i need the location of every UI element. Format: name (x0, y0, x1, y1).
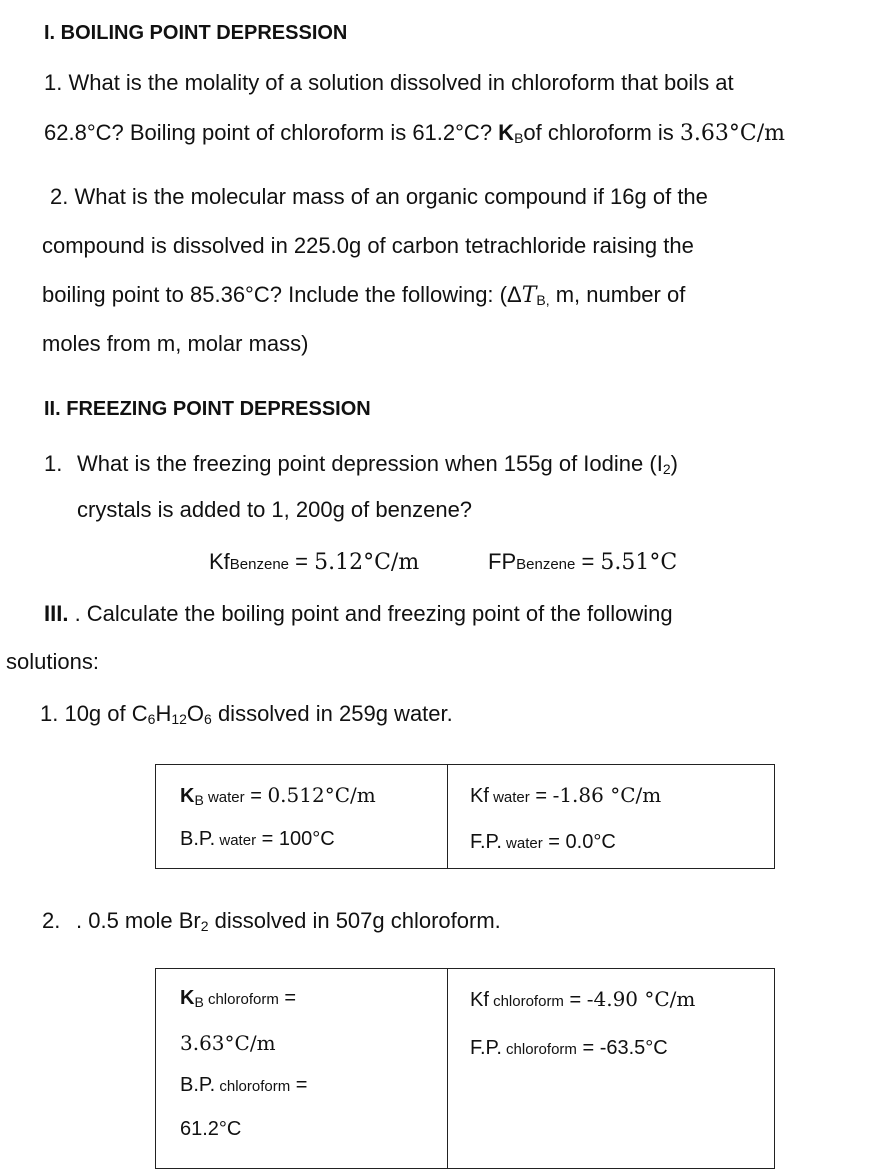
s3-item2-text-a: . 0.5 mole Br (76, 908, 201, 933)
kb-chloroform-eq: = (278, 987, 297, 1009)
fp-chloroform-eq: = (576, 1037, 600, 1059)
s1-q1-line2-text: 62.8°C? Boiling point of chloroform is 61.2°C? (44, 120, 499, 145)
section-3-heading (44, 601, 673, 627)
kf-water-value: -1.86 °C/m (552, 783, 662, 807)
kf-chloroform-small: chloroform (488, 993, 564, 1010)
s3-item1-sub2: 12 (171, 711, 187, 727)
kf-chloroform-value: -4.90 °C/m (586, 987, 696, 1011)
fp-chloroform-value: -63.5°C (599, 1037, 668, 1059)
section-3-number: III. (44, 601, 69, 626)
kb-water-sub: B (194, 792, 204, 808)
bp-chloroform (180, 1074, 308, 1097)
section-3-heading-text: . Calculate the boiling point and freezing point of the following (68, 601, 673, 626)
s2-q1-line1-end: ) (670, 451, 678, 476)
s3-item2-number: 2. (42, 908, 61, 933)
bp-water-small: water (215, 832, 257, 849)
s1-q2-line2: compound is dissolved in 225.0g of carbon tetrachloride raising the (42, 233, 694, 258)
s3-item1-sub3: 6 (204, 711, 212, 727)
fp-water-value: 0.0°C (565, 831, 616, 853)
chloroform-constants-table (155, 968, 775, 1169)
fp-water-eq: = (542, 831, 566, 853)
fp-water-small: water (501, 835, 543, 852)
s3-item2-text-b: dissolved in 507g chloroform. (208, 908, 501, 933)
kb-water-value: 0.512°C/m (267, 783, 376, 807)
iodine-subscript: 2 (662, 461, 671, 477)
kf-water-small: water (488, 789, 530, 806)
s2-q1-number: 1. (44, 451, 63, 476)
kb-water (180, 783, 376, 808)
s3-item1-sub1: 6 (147, 711, 156, 727)
s1-q1-line2-text-b: of chloroform is (523, 120, 680, 145)
kb-chloroform-small: chloroform (203, 991, 279, 1008)
bp-chloroform-label: B.P. (180, 1074, 216, 1096)
s1-q2-line1: 2. What is the molecular mass of an organic compound if 16g of the (50, 184, 708, 209)
s3-item2 (76, 908, 501, 934)
water-constants-table (155, 764, 775, 869)
s1-q1-line2 (44, 120, 785, 146)
kb-water-label: K (180, 785, 195, 807)
kb-subscript: B (514, 130, 524, 146)
kb-chloroform-sub: B (194, 994, 204, 1010)
bp-water-value: 100°C (278, 828, 335, 850)
bp-chloroform-small: chloroform (215, 1078, 291, 1095)
kf-benzene (209, 549, 419, 575)
kb-chloroform-value: 3.63°C/m (180, 1031, 276, 1055)
kf-benzene-label: Kf (209, 549, 230, 574)
s3-item1-text-b: H (155, 701, 172, 726)
s3-item1-text-a: 1. 10g of C (40, 701, 148, 726)
kf-water (470, 783, 661, 808)
kf-water-eq: = (529, 785, 553, 807)
kb-water-eq: = (244, 785, 268, 807)
delta-t-symbol: T (521, 283, 537, 308)
kb-value: 3.63°C/m (679, 121, 785, 146)
kf-benzene-eq: = (289, 549, 315, 574)
bp-chloroform-eq: = (290, 1074, 308, 1096)
bp-water-label: B.P. (180, 828, 216, 850)
bp-water-eq: = (256, 828, 279, 850)
fp-benzene-label: FP (488, 549, 517, 574)
section-2-heading: II. FREEZING POINT DEPRESSION (44, 398, 371, 420)
chloroform-boiling-cell (156, 969, 448, 1169)
kb-chloroform (180, 987, 296, 1010)
kf-benzene-sub: Benzene (229, 556, 290, 573)
kb-chloroform-label: K (180, 987, 195, 1009)
s1-q2-line3-text-b: m, number of (549, 282, 686, 307)
kf-chloroform-label: Kf (470, 989, 489, 1011)
s3-item1 (40, 701, 453, 727)
delta-t-subscript: B, (536, 292, 550, 308)
bp-water (180, 828, 335, 851)
water-boiling-cell (156, 765, 448, 869)
s2-q1-line1 (77, 451, 678, 477)
fp-benzene-value: 5.51°C (600, 550, 678, 575)
s1-q2-line3-text: boiling point to 85.36°C? Include the following: (Δ (42, 282, 522, 307)
s3-item1-text-d: dissolved in 259g water. (211, 701, 453, 726)
s3-item2-sub: 2 (200, 918, 209, 934)
water-freezing-cell (448, 765, 775, 869)
kb-symbol: K (498, 120, 515, 145)
fp-chloroform-small: chloroform (501, 1041, 577, 1058)
kb-water-small: water (203, 789, 245, 806)
kf-benzene-value: 5.12°C/m (314, 550, 420, 575)
section-3-heading-line2: solutions: (6, 649, 99, 674)
kf-chloroform-eq: = (563, 989, 587, 1011)
bp-chloroform-value: 61.2°C (180, 1118, 242, 1140)
fp-chloroform-label: F.P. (470, 1037, 502, 1059)
fp-water-label: F.P. (470, 831, 502, 853)
s3-item1-text-c: O (186, 701, 205, 726)
fp-chloroform (470, 1037, 668, 1060)
fp-benzene (488, 549, 677, 575)
s1-q1-line1: 1. What is the molality of a solution dissolved in chloroform that boils at (44, 70, 734, 95)
fp-benzene-eq: = (575, 549, 601, 574)
s1-q2-line3 (42, 282, 685, 308)
kf-water-label: Kf (470, 785, 489, 807)
s2-q1-line1-text: What is the freezing point depression when 155g of Iodine (I (77, 451, 663, 476)
chloroform-freezing-cell (448, 969, 775, 1169)
section-1-heading: I. BOILING POINT DEPRESSION (44, 22, 348, 44)
s2-q1-line2: crystals is added to 1, 200g of benzene? (77, 497, 473, 522)
kf-chloroform (470, 987, 695, 1012)
fp-water (470, 831, 616, 854)
s1-q2-line4: moles from m, molar mass) (42, 331, 309, 356)
fp-benzene-sub: Benzene (516, 556, 576, 573)
